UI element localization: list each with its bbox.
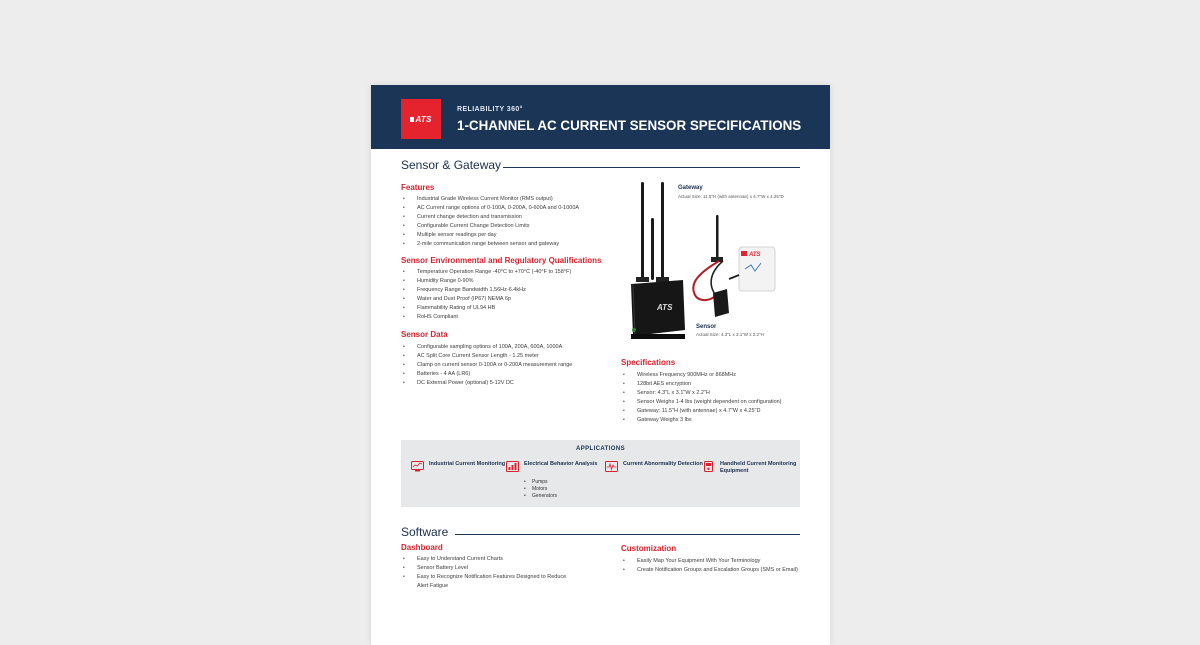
- gateway-label: Gateway: [678, 185, 703, 191]
- list-item: • Sensor Battery Level: [401, 564, 571, 573]
- list-item: • 2-mile communication range between sensor and gateway: [401, 240, 579, 249]
- list-item: • Easy to Recognize Notification Features Designed to Reduce Alert Fatigue: [401, 573, 571, 591]
- list-item: • Flammability Rating of UL94 HB: [401, 304, 571, 313]
- dashboard-heading: Dashboard: [401, 543, 443, 552]
- list-item: • AC Current range options of 0-100A, 0-200A, 0-600A and 0-1000A: [401, 204, 579, 213]
- section-rule: [503, 167, 800, 168]
- list-item: • Gateway: 11.5"H (with antennae) x 4.7"W x 4.25"D: [621, 407, 782, 416]
- sensor-data-heading: Sensor Data: [401, 330, 448, 339]
- list-item: • Current change detection and transmission: [401, 213, 579, 222]
- environmental-list: [401, 268, 571, 322]
- list-item: • Temperature Operation Range -40°C to +70°C (-40°F to 158°F): [401, 268, 571, 277]
- gateway-size: Actual Size: 11.5"H (with antennae) x 4.7"W x 4.25"D: [678, 194, 784, 199]
- list-item: • Gateway Weighs 3 lbs: [621, 416, 782, 425]
- sensor-image: [689, 213, 779, 323]
- applications-panel: [401, 440, 800, 507]
- environmental-heading: Sensor Environmental and Regulatory Qualifications: [401, 256, 602, 265]
- document-title: 1-CHANNEL AC CURRENT SENSOR SPECIFICATIONS: [457, 118, 802, 133]
- list-item: • Multiple sensor readings per day: [401, 231, 579, 240]
- list-item: • 128bit AES encryption: [621, 380, 782, 389]
- list-item: • RoHS Compliant: [401, 313, 571, 322]
- list-item: • AC Split Core Current Sensor Length - 1.25 meter: [401, 352, 572, 361]
- list-item: • Generators: [524, 493, 557, 500]
- customization-list: [621, 557, 799, 575]
- application-label: Current Abnormality Detection: [623, 461, 703, 467]
- specifications-heading: Specifications: [621, 358, 676, 367]
- application-sublist: [524, 479, 557, 500]
- handheld-icon: [702, 461, 715, 472]
- list-item: • Frequency Range Bandwidth 1.56Hz-6.4kHz: [401, 286, 571, 295]
- ats-logo: ATS: [401, 99, 441, 139]
- sensor-data-list: [401, 343, 572, 388]
- monitor-icon: [411, 461, 424, 472]
- list-item: • Water and Dust Proof (IP67) NEMA 6p: [401, 295, 571, 304]
- list-item: • Industrial Grade Wireless Current Monitor (RMS output): [401, 195, 579, 204]
- sensor-label: Sensor: [696, 324, 717, 330]
- list-item: • Batteries - 4 AA (LR6): [401, 370, 572, 379]
- header-band: [371, 85, 830, 149]
- gateway-image: [623, 180, 693, 345]
- list-item: • Easily Map Your Equipment With Your Terminology: [621, 557, 799, 566]
- list-item: • Easy to Understand Current Charts: [401, 555, 571, 564]
- spec-sheet: [371, 85, 830, 645]
- application-label: Electrical Behavior Analysis: [524, 461, 598, 467]
- list-item: • Sensor Weighs 1-4 lbs (weight dependent on configuration): [621, 398, 782, 407]
- list-item: • Pumps: [524, 479, 557, 486]
- svg-text:ATS: ATS: [749, 252, 761, 258]
- header-eyebrow: RELIABILITY 360°: [457, 106, 523, 113]
- applications-title: APPLICATIONS: [575, 446, 626, 452]
- specifications-list: [621, 371, 782, 425]
- list-item: • Humidity Range 0-90%: [401, 277, 571, 286]
- list-item: • Motors: [524, 486, 557, 493]
- list-item: • Create Notification Groups and Escalation Groups (SMS or Email): [621, 566, 799, 575]
- list-item: • Wireless Frequency 900MHz or 868MHz: [621, 371, 782, 380]
- list-item: • Sensor: 4.3"L x 3.1"W x 2.2"H: [621, 389, 782, 398]
- sensor-size: Actual Size: 4.3"L x 3.1"W x 2.2"H: [696, 332, 764, 337]
- section-title-sensor-gateway: Sensor & Gateway: [401, 158, 502, 172]
- section-title-software: Software: [401, 525, 449, 539]
- list-item: • Configurable sampling options of 100A, 200A, 600A, 1000A: [401, 343, 572, 352]
- waveform-icon: [605, 461, 618, 472]
- list-item: • DC External Power (optional) 5-12V DC: [401, 379, 572, 388]
- svg-text:ATS: ATS: [657, 303, 673, 312]
- features-heading: Features: [401, 183, 435, 192]
- customization-heading: Customization: [621, 544, 677, 553]
- list-item: • Configurable Current Change Detection Limits: [401, 222, 579, 231]
- section-rule: [455, 534, 800, 535]
- dashboard-list: [401, 555, 571, 591]
- application-label: Industrial Current Monitoring: [429, 461, 506, 467]
- application-label: Handheld Current Monitoring Equipment: [720, 461, 797, 474]
- list-item: • Clamp on current sensor 0-100A or 0-200A measurement range: [401, 361, 572, 370]
- analysis-icon: [506, 461, 519, 472]
- features-list: [401, 195, 579, 249]
